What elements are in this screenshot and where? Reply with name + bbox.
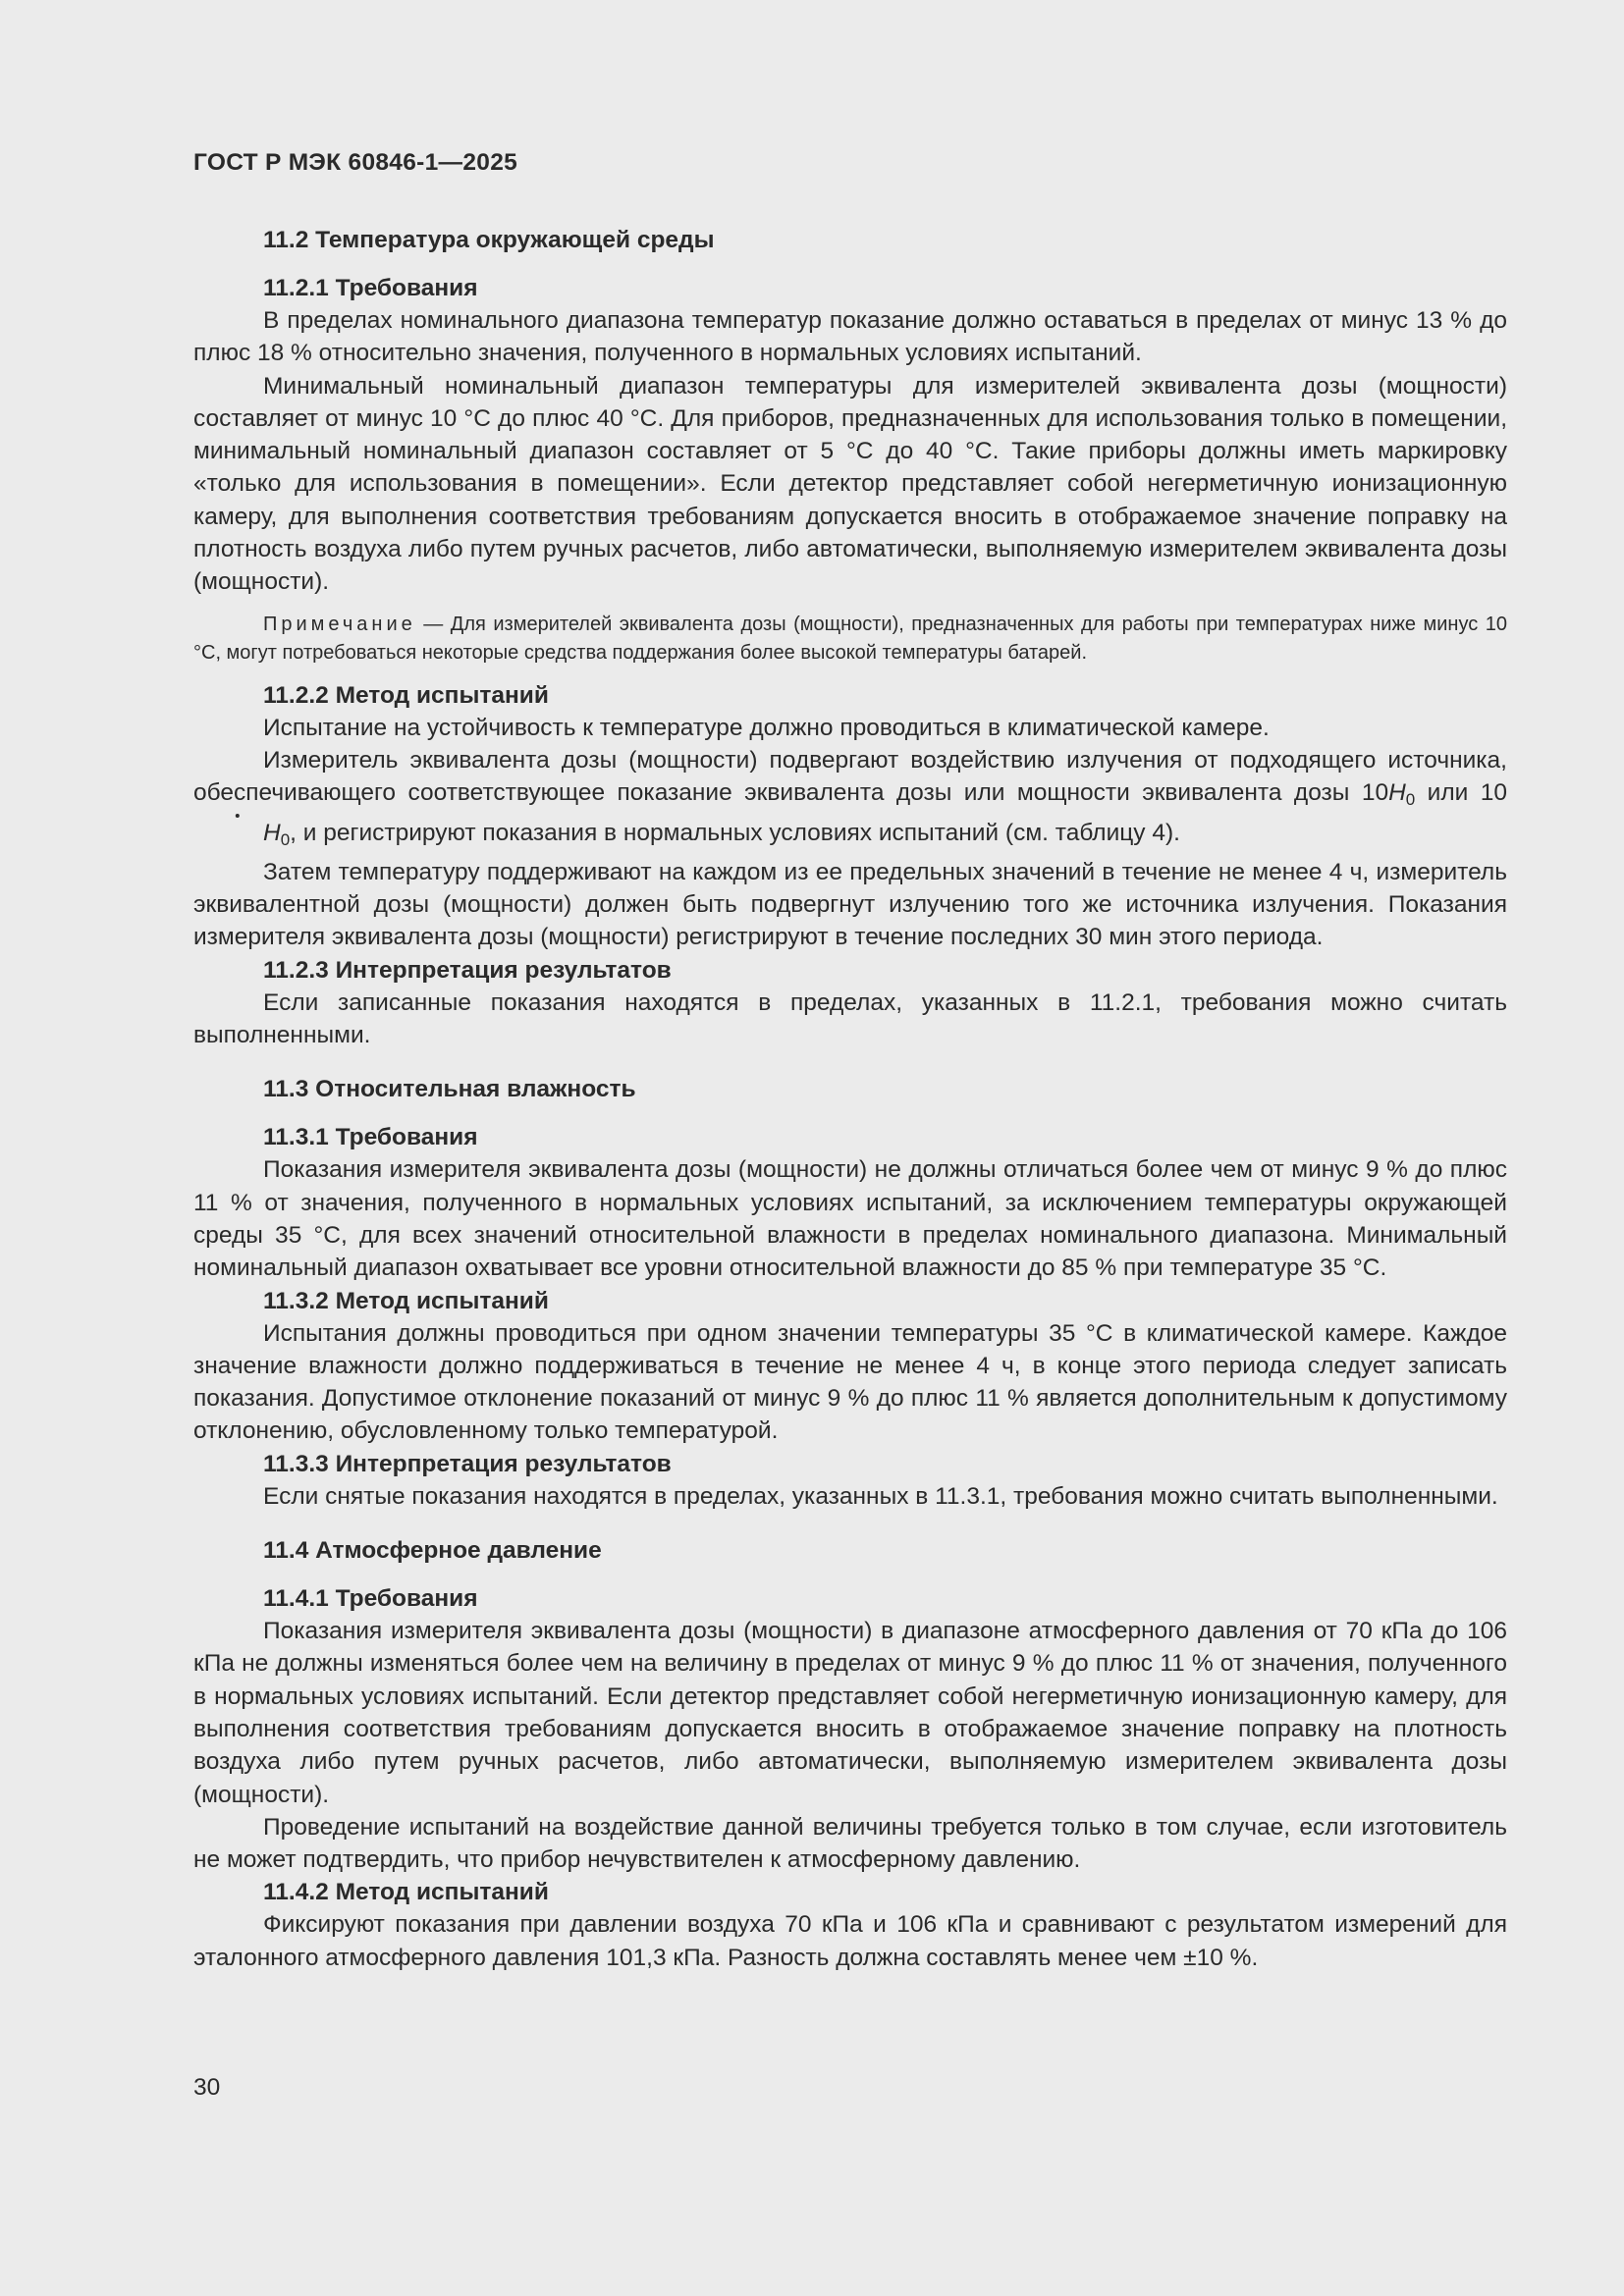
subscript: 0 [280, 829, 291, 849]
text-run: , и регистрируют показания в нормальных условиях испытаний (см. таблицу 4). [290, 819, 1180, 846]
note-label: Примечание [263, 613, 416, 635]
paragraph: Если снятые показания находятся в пределах, указанных в 11.3.1, требования можно считать выполненными. [263, 1482, 1498, 1510]
paragraph: Испытания должны проводиться при одном значении температуры 35 °С в климатической камере. Каждое значение влажности должно поддерживаться в течение не менее 4 ч, в конце этого периода следует записать показания. Допустимое отклонение показаний от минус 9 % до плюс 11 % является дополнительным к допустимому отклонению, обусловленному только температурой. [193, 1319, 1507, 1445]
section-11-2-title: 11.2 Температура окружающей среды [263, 227, 715, 253]
section-11-3-3-title: 11.3.3 Интерпретация результатов [263, 1450, 672, 1477]
text-run: или 10 [1415, 779, 1507, 807]
paragraph: Минимальный номинальный диапазон температуры для измерителей эквивалента дозы (мощности) составляет от минус 10 °С до плюс 40 °С. Для приборов, предназначенных для использования только в помещении, минимальный номинальный диапазон составляет от 5 °С до 40 °С. Такие приборы должны иметь маркировку «только для использования в помещении». Если детектор представляет собой негерметичную ионизационную камеру, для выполнения соответствия требованиям допускается вносить в отображаемое значение поправку на плотность воздуха либо путем ручных расчетов, либо автоматически, выполняемую измерителем эквивалента дозы (мощности). [193, 372, 1507, 596]
section-11-4-1-title: 11.4.1 Требования [263, 1585, 478, 1613]
symbol-h: H [1388, 779, 1406, 807]
paragraph: Затем температуру поддерживают на каждом из ее предельных значений в течение не менее 4 ч, измеритель эквивалентной дозы (мощности) должен быть подвергнут излучению того же источника излучения. Показания измерителя эквивалента дозы (мощности) регистрируют в течение последних 30 мин этого периода. [193, 858, 1507, 951]
note [193, 611, 1507, 667]
paragraph: В пределах номинального диапазона температур показание должно оставаться в пределах от минус 13 % до плюс 18 % относительно значения, полученного в нормальных условиях испытаний. [193, 307, 1507, 367]
text-run: Измеритель эквивалента дозы (мощности) подвергают воздействию излучения от подходящего источника, обеспечивающего соответствующее показание эквивалента дозы или мощности эквивалента дозы 10 [193, 746, 1507, 807]
section-11-4-2-title: 11.4.2 Метод испытаний [263, 1879, 549, 1906]
page-number: 30 [193, 2074, 221, 2101]
subscript: 0 [1405, 790, 1416, 810]
section-11-2-2-title: 11.2.2 Метод испытаний [263, 681, 549, 709]
section-11-2-3-title: 11.2.3 Интерпретация результатов [263, 956, 672, 984]
paragraph: Показания измерителя эквивалента дозы (мощности) не должны отличаться более чем от минус 9 % до плюс 11 % от значения, полученного в нормальных условиях испытаний, за исключением температуры окружающей среды 35 °С, для всех значений относительной влажности в пределах номинального диапазона. Минимальный номинальный диапазон охватывает все уровни относительной влажности до 85 % при температуре 35 °С. [193, 1156, 1507, 1282]
section-11-3-2-title: 11.3.2 Метод испытаний [263, 1287, 549, 1314]
symbol-h-dot: H [193, 817, 281, 849]
section-11-3-1-title: 11.3.1 Требования [263, 1124, 478, 1151]
section-11-4-title: 11.4 Атмосферное давление [263, 1537, 602, 1565]
paragraph: Испытание на устойчивость к температуре должно проводиться в климатической камере. [263, 714, 1270, 741]
document-code-header: ГОСТ Р МЭК 60846-1—2025 [193, 149, 518, 176]
section-11-3-title: 11.3 Относительная влажность [263, 1076, 636, 1103]
paragraph: Если записанные показания находятся в пределах, указанных в 11.2.1, требования можно считать выполненными. [193, 988, 1507, 1049]
note-text: — Для измерителей эквивалента дозы (мощности), предназначенных для работы при температурах ниже минус 10 °С, могут потребоваться некоторые средства поддержания более высокой температуры батарей. [193, 613, 1507, 664]
section-11-2-1-title: 11.2.1 Требования [263, 275, 478, 301]
paragraph: Проведение испытаний на воздействие данной величины требуется только в том случае, если изготовитель не может подтвердить, что прибор нечувствителен к атмосферному давлению. [193, 1813, 1507, 1874]
document-body [193, 224, 1507, 1974]
paragraph: Показания измерителя эквивалента дозы (мощности) в диапазоне атмосферного давления от 70 кПа до 106 кПа не должны изменяться более чем на величину в пределах от минус 9 % до плюс 11 % от значения, полученного в нормальных условиях испытаний. Если детектор представляет собой негерметичную ионизационную камеру, для выполнения соответствия требованиям допускается вносить в отображаемое значение поправку на плотность воздуха либо путем ручных расчетов, либо автоматически, выполняемую измерителем эквивалента дозы (мощности). [193, 1618, 1507, 1808]
paragraph: Фиксируют показания при давлении воздуха 70 кПа и 106 кПа и сравнивают с результатом измерений для эталонного атмосферного давления 101,3 кПа. Разность должна составлять менее чем ±10 %. [193, 1911, 1507, 1971]
paragraph-with-formula [193, 744, 1507, 856]
